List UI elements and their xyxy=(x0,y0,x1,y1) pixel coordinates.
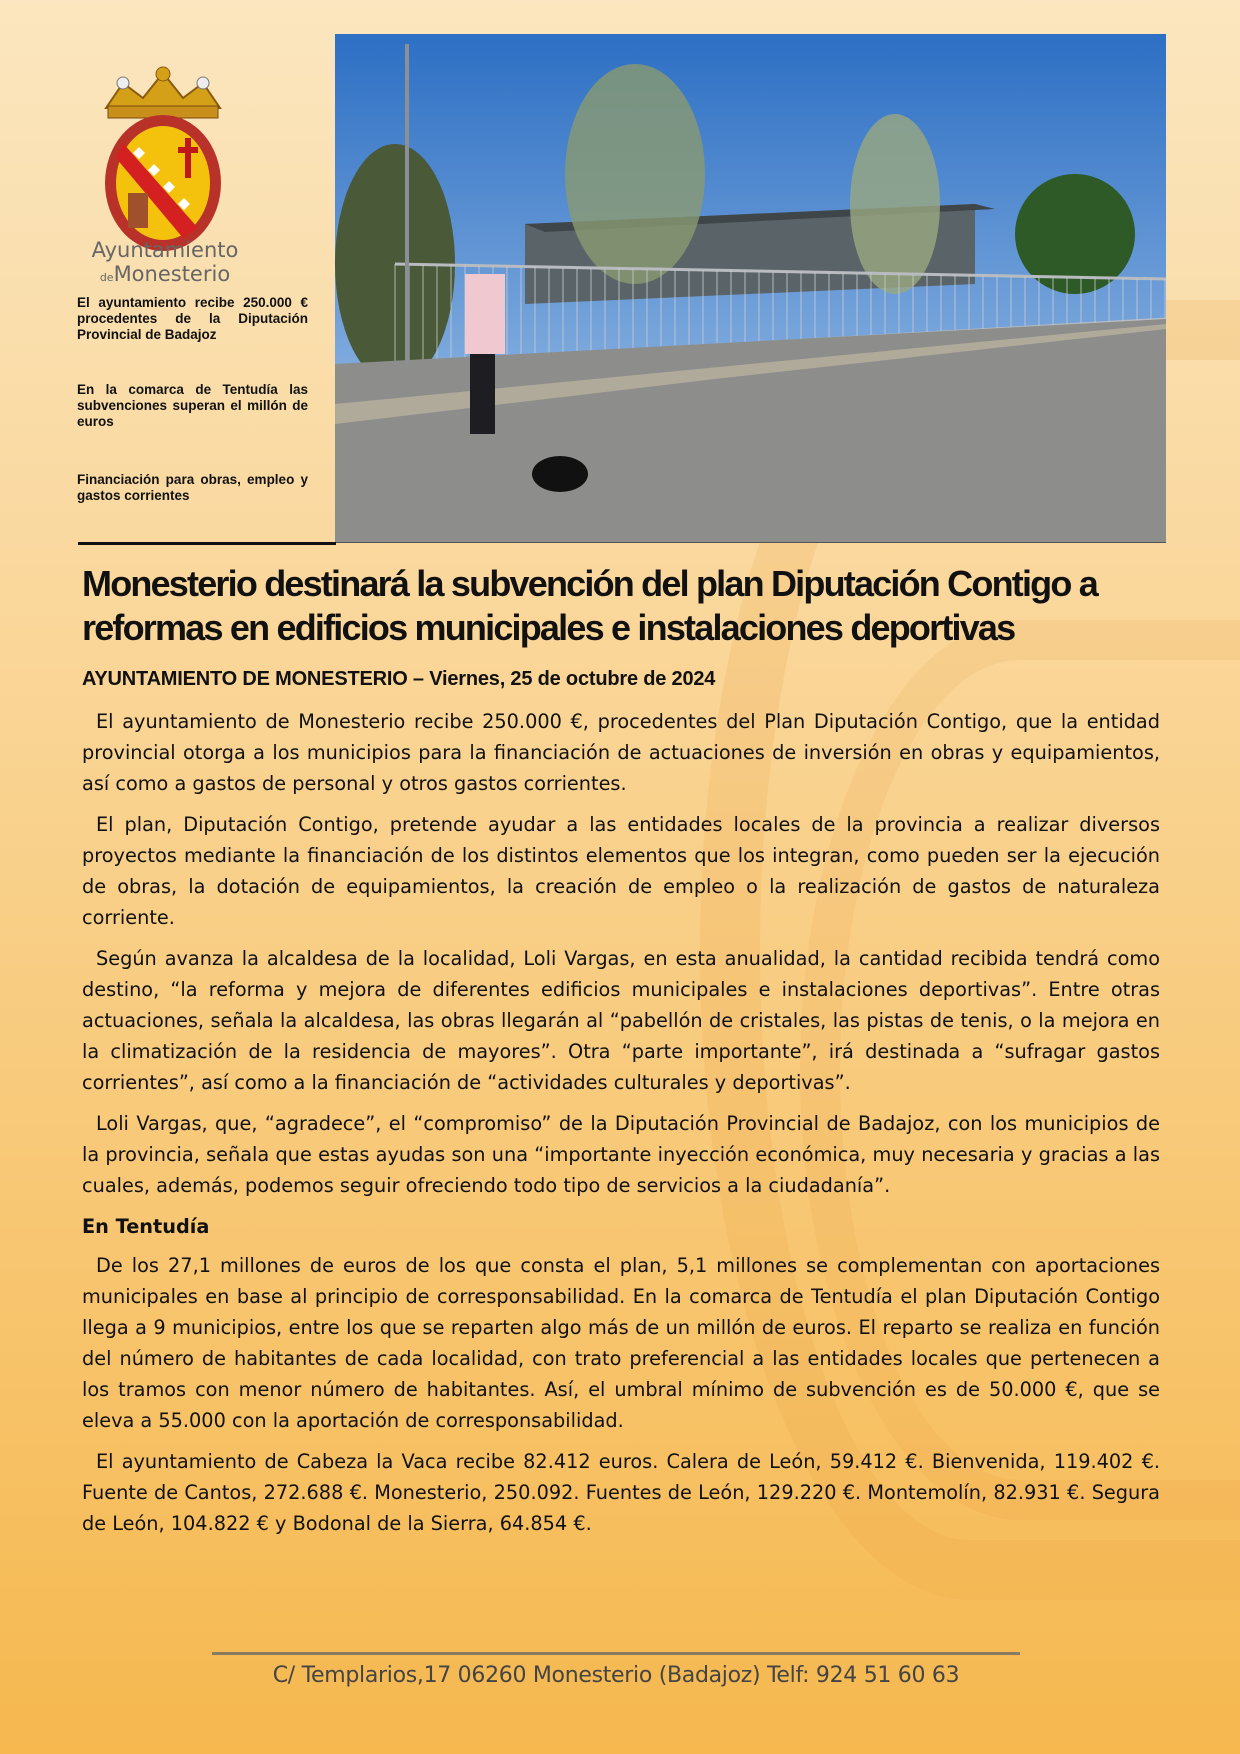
article-title: Monesterio destinará la subvención del plan Diputación Contigo a reformas en edificios municipales e instalaciones deportivas xyxy=(82,563,1097,648)
paragraph: Loli Vargas, que, “agradece”, el “compromiso” de la Diputación Provincial de Badajoz, con los municipios de la provincia, señala que estas ayudas son una “importante inyección económica, muy necesaria y gracias a las cuales, además, podemos seguir ofreciendo todo tipo de servicios a la ciudadanía”. xyxy=(82,1112,1160,1197)
paragraph: El ayuntamiento de Cabeza la Vaca recibe 82.412 euros. Calera de León, 59.412 €. Bienvenida, 119.402 €. Fuente de Cantos, 272.688 €. Monesterio, 250.092. Fuentes de León, 129.220 €. Montemolín, 82.931 €. Segura de León, 104.822 € y Bodonal de la Sierra, 64.854 €. xyxy=(82,1450,1160,1535)
sidebar-highlight-2: En la comarca de Tentudía las subvenciones superan el millón de euros xyxy=(77,382,308,429)
footer-rule xyxy=(212,1652,1020,1655)
photo-bottom-rule xyxy=(336,542,1166,543)
logo-line-1: Ayuntamiento xyxy=(91,238,239,262)
article-byline: AYUNTAMIENTO DE MONESTERIO – Viernes, 25 de octubre de 2024 xyxy=(82,668,716,690)
header-rule xyxy=(78,542,336,545)
logo-line-2: Monesterio xyxy=(113,262,231,286)
paragraph: El plan, Diputación Contigo, pretende ayudar a las entidades locales de la provincia a realizar diversos proyectos mediante la financiación de los distintos elementos que los integran, como pueden ser la ejecución de obras, la dotación de equipamientos, la creación de empleo o la realización de gastos de naturaleza corriente. xyxy=(82,813,1160,929)
article-photo xyxy=(335,34,1166,543)
section-heading: En Tentudía xyxy=(82,1215,210,1238)
logo-prefix: de xyxy=(99,271,114,284)
footer-address: C/ Templarios,17 06260 Monesterio (Badajoz) Telf: 924 51 60 63 xyxy=(272,1663,960,1688)
paragraph: Según avanza la alcaldesa de la localidad, Loli Vargas, en esta anualidad, la cantidad recibida tendrá como destino, “la reforma y mejora de diferentes edificios municipales e instalaciones deportivas”. Entre otras actuaciones, señala la alcaldesa, las obras llegarán al “pabellón de cristales, las pistas de tenis, o la mejora en la climatización de la residencia de mayores”. Otra “parte importante”, irá destinada a “sufragar gastos corrientes”, así como a la financiación de “actividades culturales y deportivas”. xyxy=(82,947,1160,1094)
paragraph: El ayuntamiento de Monesterio recibe 250.000 €, procedentes del Plan Diputación Contigo, que la entidad provincial otorga a los municipios para la financiación de actuaciones de inversión en obras y equipamientos, así como a gastos de personal y otros gastos corrientes. xyxy=(82,710,1160,795)
paragraph: De los 27,1 millones de euros de los que consta el plan, 5,1 millones se complementan con aportaciones municipales en base al principio de corresponsabilidad. En la comarca de Tentudía el plan Diputación Contigo llega a 9 municipios, entre los que se reparten algo más de un millón de euros. El reparto se realiza en función del número de habitantes de cada localidad, con trato preferencial a las entidades locales que pertenecen a los tramos con menor número de habitantes. Así, el umbral mínimo de subvención es de 50.000 €, que se eleva a 55.000 con la aportación de corresponsabilidad. xyxy=(82,1254,1160,1432)
logo-text xyxy=(80,238,250,290)
sidebar-highlight-1: El ayuntamiento recibe 250.000 € procedentes de la Diputación Provincial de Badajoz xyxy=(77,295,308,342)
sidebar-highlight-3: Financiación para obras, empleo y gastos corrientes xyxy=(77,472,308,503)
article-body xyxy=(82,706,1160,1549)
